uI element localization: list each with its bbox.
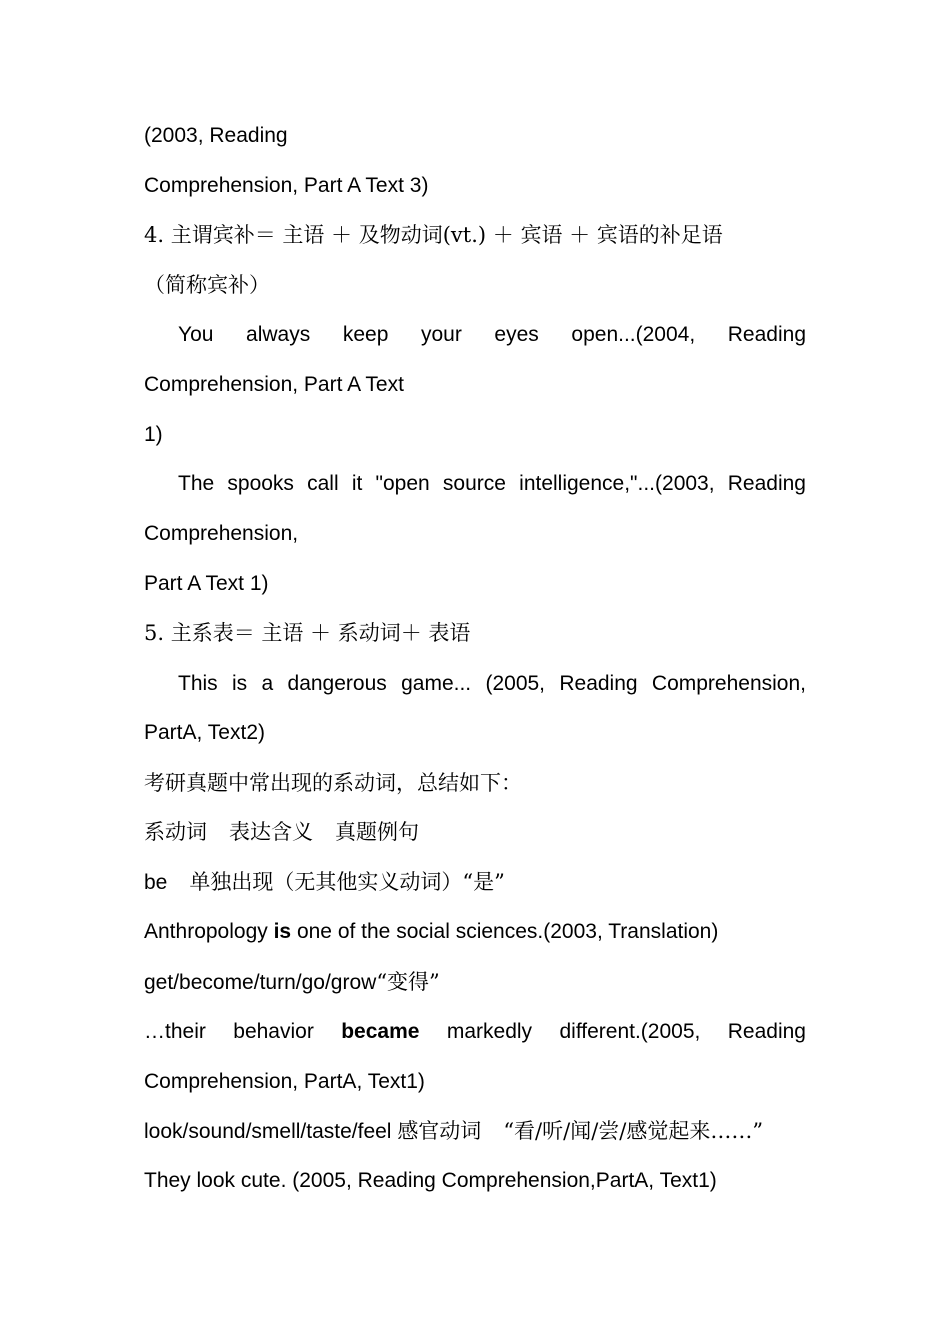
highlighted-verb: is (273, 920, 292, 943)
example-sentence (144, 1017, 806, 1047)
verb-gloss: “看/听/闻/尝/感觉起来……” (503, 1119, 764, 1143)
verb-row-become (144, 967, 440, 998)
example-text: Anthropology (144, 920, 274, 943)
verb-label: look/sound/smell/taste/feel (144, 1120, 392, 1143)
verb-label: be (144, 871, 168, 894)
text-line: Comprehension, (144, 522, 299, 545)
summary-intro: 考研真题中常出现的系动词，总结如下： (144, 771, 522, 795)
example-text: one of the social sciences.(2003, Translation) (291, 920, 719, 943)
verb-meaning: 感官动词 (397, 1119, 482, 1143)
text-line: (2003, Reading (144, 124, 288, 147)
rule-heading-note: （简称宾补） (144, 273, 270, 297)
text-line: Comprehension, Part A Text 3) (144, 174, 429, 197)
header-linking-verb: 系动词 (144, 820, 207, 844)
text-line: Comprehension, Part A Text (144, 373, 404, 396)
rule-heading-svc: 5. 主系表＝ 主语 ＋ 系动词＋ 表语 (144, 621, 471, 645)
text-line: PartA, Text2) (144, 721, 265, 744)
example-sentence: This is a dangerous game... (2005, Reading Comprehension, (178, 672, 806, 695)
example-sentence (144, 917, 718, 947)
text-line: Part A Text 1) (144, 572, 269, 595)
example-text: markedly different.(2005, Reading (419, 1020, 806, 1043)
rule-heading-svoc: 4. 主谓宾补＝ 主语 ＋ 及物动词(vt.) ＋ 宾语 ＋ 宾语的补足语 (144, 223, 723, 247)
header-meaning: 表达含义 (229, 820, 313, 844)
verb-label: get/become/turn/go/grow (144, 971, 377, 994)
verb-meaning: “变得” (376, 970, 440, 994)
example-text: …their behavior (144, 1020, 342, 1043)
example-sentence: They look cute. (2005, Reading Comprehension,PartA, Text1) (144, 1169, 717, 1192)
table-header (144, 817, 419, 847)
example-sentence: The spooks call it "open source intelligence,"...(2003, Reading (178, 472, 806, 495)
header-example: 真题例句 (335, 820, 419, 844)
verb-row-senses (144, 1116, 763, 1147)
text-line: Comprehension, PartA, Text1) (144, 1070, 425, 1093)
example-sentence: You always keep your eyes open...(2004, Reading (178, 323, 806, 346)
highlighted-verb: became (341, 1020, 420, 1043)
text-line: 1) (144, 423, 163, 446)
verb-row-be (144, 867, 505, 898)
verb-meaning: 单独出现（无其他实义动词）“是” (189, 870, 505, 894)
